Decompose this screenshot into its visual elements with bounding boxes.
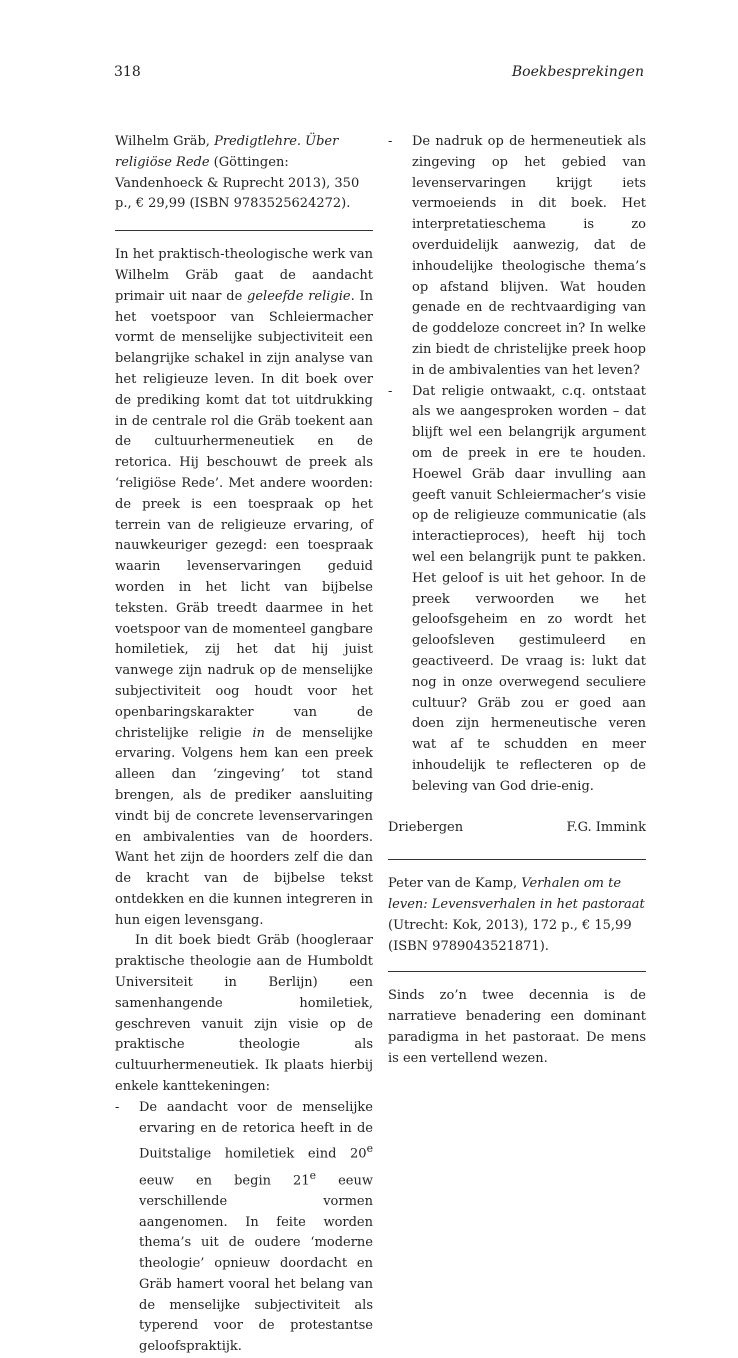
review1-remarks-list-continued [388,132,646,798]
page-number: 318 [114,64,141,80]
review2-paragraph-1: Sinds zo’n twee decennia is de narratieve benadering een dominant paradigma in het pastoraat. De mens is een vertellend wezen. [388,988,646,1066]
section-rule [115,230,373,231]
running-title: Boekbesprekingen [511,64,644,80]
review1-paragraph-2: In dit boek biedt Gräb (hoogleraar praktische theologie aan de Humboldt Universiteit in Berlijn) een samenhangende homiletiek, geschreven vanuit zijn visie op de praktische theologie als cultuurhermeneutiek. Ik plaats hierbij enkele kanttekeningen: [115,933,373,1095]
superscript: e [309,1168,317,1182]
text-run-italic: in [252,725,265,741]
right-column [388,132,646,1070]
text-run: eeuw en begin 21 [139,1172,310,1188]
review-separator-rule [388,859,646,860]
review2-book-title: Verhalen om te leven: Levensverhalen in het pastoraat [388,876,645,913]
review1-remark-1 [115,1098,373,1358]
review1-paragraph-1 [115,245,373,931]
left-column [115,132,373,1358]
superscript: e [366,1142,373,1156]
review1-book-title: Predigtlehre. Über religiöse Rede [115,134,339,170]
signature-place: Driebergen [388,819,464,835]
text-run: In het praktisch-theologische werk van Wilhelm Gräb gaat de aandacht primair uit naar de [115,247,373,304]
review2-publication: (Utrecht: Kok, 2013), 172 p., € 15,99 (ISBN 9789043521871). [388,917,632,954]
review1-publication: (Göttingen: Vandenhoeck & Ruprecht 2013), 350 p., € 29,99 (ISBN 9783525624272). [115,154,360,212]
signature-reviewer: F.G. Immink [566,819,646,835]
text-run-italic: geleefde religie [247,288,351,304]
section-rule [388,971,646,972]
text-run: . In het voetspoor van Schleiermacher vormt de menselijke subjectiviteit een belangrijke schakel in zijn analyse van het religieuze leven. In dit boek over de prediking komt dat tot uitdrukking in de centrale rol die Gräb toekent aan de cultuurhermeneutiek en de retorica. Hij beschouwt de preek als ‘religiöse Rede’. Met andere woorden: de preek is een toespraak op het terrein van de religieuze ervaring, of nauwkeuriger gezegd: een toespraak waarin levenservaringen geduid worden in het licht van bijbelse teksten. Gräb treedt daarmee in het voetspoor van de momenteel gangbare homiletiek, zij het dat hij juist vanwege zijn nadruk op de menselijke subjectiviteit oog houdt voor het openbaringskarakter van de christelijke religie [115,288,373,741]
review2-reference [388,874,646,957]
text-run: de menselijke ervaring. Volgens hem kan een preek alleen dan ‘zingeving’ tot stand brengen, als de prediker aansluiting vindt bij de concrete levenservaringen en ambivalenties van de hoorders. Want het zijn de hoorders zelf die dan de kracht van de bijbelse tekst ontdekken en die kunnen integreren in hun eigen levensgang. [115,725,373,928]
review1-reference [115,132,373,215]
text-run: De aandacht voor de menselijke ervaring en de retorica heeft in de Duitstalige homiletiek eind 20 [139,1099,373,1162]
review1-author: Wilhelm Gräb, [115,134,215,149]
review2-author: Peter van de Kamp, [388,876,522,892]
review1-remark-3: - Dat religie ontwaakt, c.q. ontstaat als we aangesproken worden – dat blijft wel een belangrijk argument om de preek in ere te houden. Hoewel Gräb daar invulling aan geeft vanuit Schleiermacher’s visie op de religieuze communicatie (als interactieproces), heeft hij toch wel een belangrijk punt te pakken. Het geloof is uit het gehoor. In de preek verwoorden we het geloofsgeheim en zo wordt het geloofsleven gestimuleerd en geactiveerd. De vraag is: lukt dat nog in onze overwegend seculiere cultuur? Gräb zou er goed aan doen zijn hermeneutische veren wat af te schudden en meer inhoudelijk te reflecteren op de beleving van God drie-enig. [388,382,646,798]
review1-remark-2: - De nadruk op de hermeneutiek als zingeving op het gebied van levenservaringen krijgt iets vermoeiends in dit boek. Het interpretatieschema is zo overduidelijk aanwezig, dat de inhoudelijke theologische thema’s op afstand blijven. Wat houden genade en de rechtvaardiging van de goddeloze concreet in? In welke zin biedt de christelijke preek hoop in de ambivalenties van het leven? [388,132,646,382]
review1-remarks-list [115,1098,373,1358]
text-run: eeuw verschillende vormen aangenomen. In feite worden thema’s uit de oudere ‘moderne theologie’ opnieuw doordacht en Gräb hamert vooral het belang van de menselijke subjectiviteit als typerend voor de protestantse geloofspraktijk. [139,1172,373,1355]
review1-signature [388,818,646,839]
